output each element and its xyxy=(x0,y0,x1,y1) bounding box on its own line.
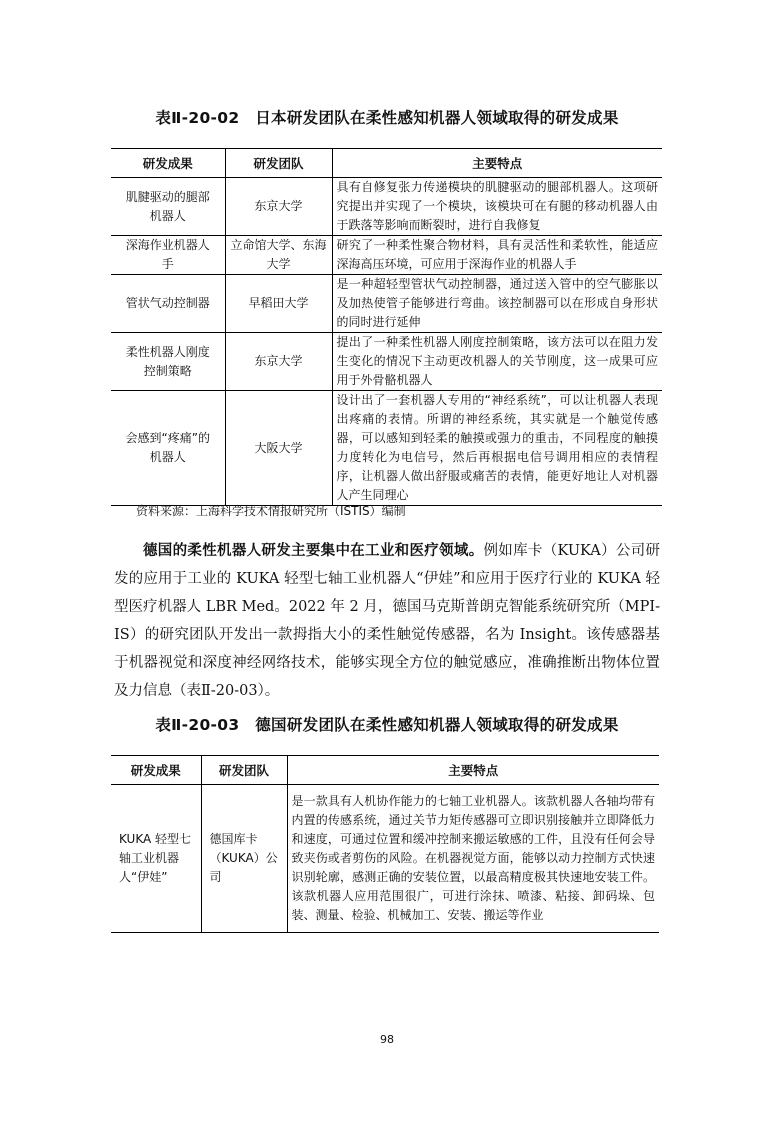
features-cell: 设计出了一套机器人专用的“神经系统”，可以让机器人表现出疼痛的表情。所谓的神经系统，其实就是一个触觉传感器，可以感知到轻柔的触摸或强力的重击，不同程度的触摸力度转化为电信号，然后再根据电信号调用相应的表情程序，让机器人做出舒服或痛苦的表情，能更好地让人对机器人产生同理心 xyxy=(332,391,662,506)
team-cell: 东京大学 xyxy=(225,333,332,391)
table-row xyxy=(111,333,662,391)
table1-header-row xyxy=(111,149,662,178)
column-header: 研发团队 xyxy=(225,149,332,178)
result-cell: 会感到“疼痛”的机器人 xyxy=(111,391,225,506)
features-cell: 提出了一种柔性机器人刚度控制策略，该方法可以在阻力发生变化的情况下主动更改机器人的关节刚度，这一成果可应用于外骨骼机器人 xyxy=(332,333,662,391)
table-row xyxy=(111,236,662,275)
team-cell: 德国库卡（KUKA）公司 xyxy=(201,785,287,933)
result-cell: 肌腱驱动的腿部机器人 xyxy=(111,178,225,236)
table2 xyxy=(111,755,659,933)
column-header: 研发团队 xyxy=(201,756,287,785)
column-header: 研发成果 xyxy=(111,756,201,785)
result-cell: 柔性机器人刚度控制策略 xyxy=(111,333,225,391)
features-cell: 研究了一种柔性聚合物材料，具有灵活性和柔软性，能适应深海高压环境，可应用于深海作业的机器人手 xyxy=(332,236,662,275)
table1-source-note: 资料来源：上海科学技术情报研究所（ISTIS）编制 xyxy=(136,504,406,518)
table-row xyxy=(111,785,659,933)
body-paragraph xyxy=(114,537,660,705)
result-cell: 管状气动控制器 xyxy=(111,275,225,333)
column-header: 主要特点 xyxy=(332,149,662,178)
column-header: 研发成果 xyxy=(111,149,225,178)
table1-caption: 表Ⅱ-20-02 日本研发团队在柔性感知机器人领域取得的研发成果 xyxy=(155,109,619,127)
table-row xyxy=(111,391,662,506)
features-cell: 具有自修复张力传递模块的肌腱驱动的腿部机器人。这项研究提出并实现了一个模块，该模块可在有腿的移动机器人由于跌落等影响而断裂时，进行自我修复 xyxy=(332,178,662,236)
features-cell: 是一款具有人机协作能力的七轴工业机器人。该款机器人各轴均带有内置的传感系统，通过关节力矩传感器可立即识别接触并立即降低力和速度，可通过位置和缓冲控制来搬运敏感的工件，且没有任何会导致夹伤或者剪伤的风险。在机器视觉方面，能够以动力控制方式快速识别轮廓，感测正确的安装位置，以最高精度极其快速地安装工件。该款机器人应用范围很广，可进行涂抹、喷漆、粘接、卸码垛、包装、测量、检验、机械加工、安装、搬运等作业 xyxy=(287,785,659,933)
column-header: 主要特点 xyxy=(287,756,659,785)
paragraph-body: 例如库卡（KUKA）公司研发的应用于工业的 KUKA 轻型七轴工业机器人“伊娃”和应用于医疗行业的 KUKA 轻型医疗机器人 LBR Med。2022 年 2 月，德国马克斯普朗克智能系统研究所（MPI-IS）的研究团队开发出一款拇指大小的柔性触觉传感器，名为 Insight。该传感器基于机器视觉和深度神经网络技术，能够实现全方位的触觉感应，准确推断出物体位置及力信息（表Ⅱ-20-03）。 xyxy=(114,543,660,699)
table-row xyxy=(111,275,662,333)
table-row xyxy=(111,178,662,236)
table2-caption: 表Ⅱ-20-03 德国研发团队在柔性感知机器人领域取得的研发成果 xyxy=(155,716,619,734)
features-cell: 是一种超轻型管状气动控制器，通过送入管中的空气膨胀以及加热使管子能够进行弯曲。该控制器可以在形成自身形状的同时进行延伸 xyxy=(332,275,662,333)
result-cell: 深海作业机器人手 xyxy=(111,236,225,275)
team-cell: 东京大学 xyxy=(225,178,332,236)
table2-header-row xyxy=(111,756,659,785)
team-cell: 大阪大学 xyxy=(225,391,332,506)
paragraph-lead: 德国的柔性机器人研发主要集中在工业和医疗领域。 xyxy=(143,543,484,559)
result-cell: KUKA 轻型七轴工业机器人“伊娃” xyxy=(111,785,201,933)
team-cell: 早稻田大学 xyxy=(225,275,332,333)
page-number: 98 xyxy=(380,1033,394,1046)
team-cell: 立命馆大学、东海大学 xyxy=(225,236,332,275)
table1 xyxy=(111,148,662,506)
